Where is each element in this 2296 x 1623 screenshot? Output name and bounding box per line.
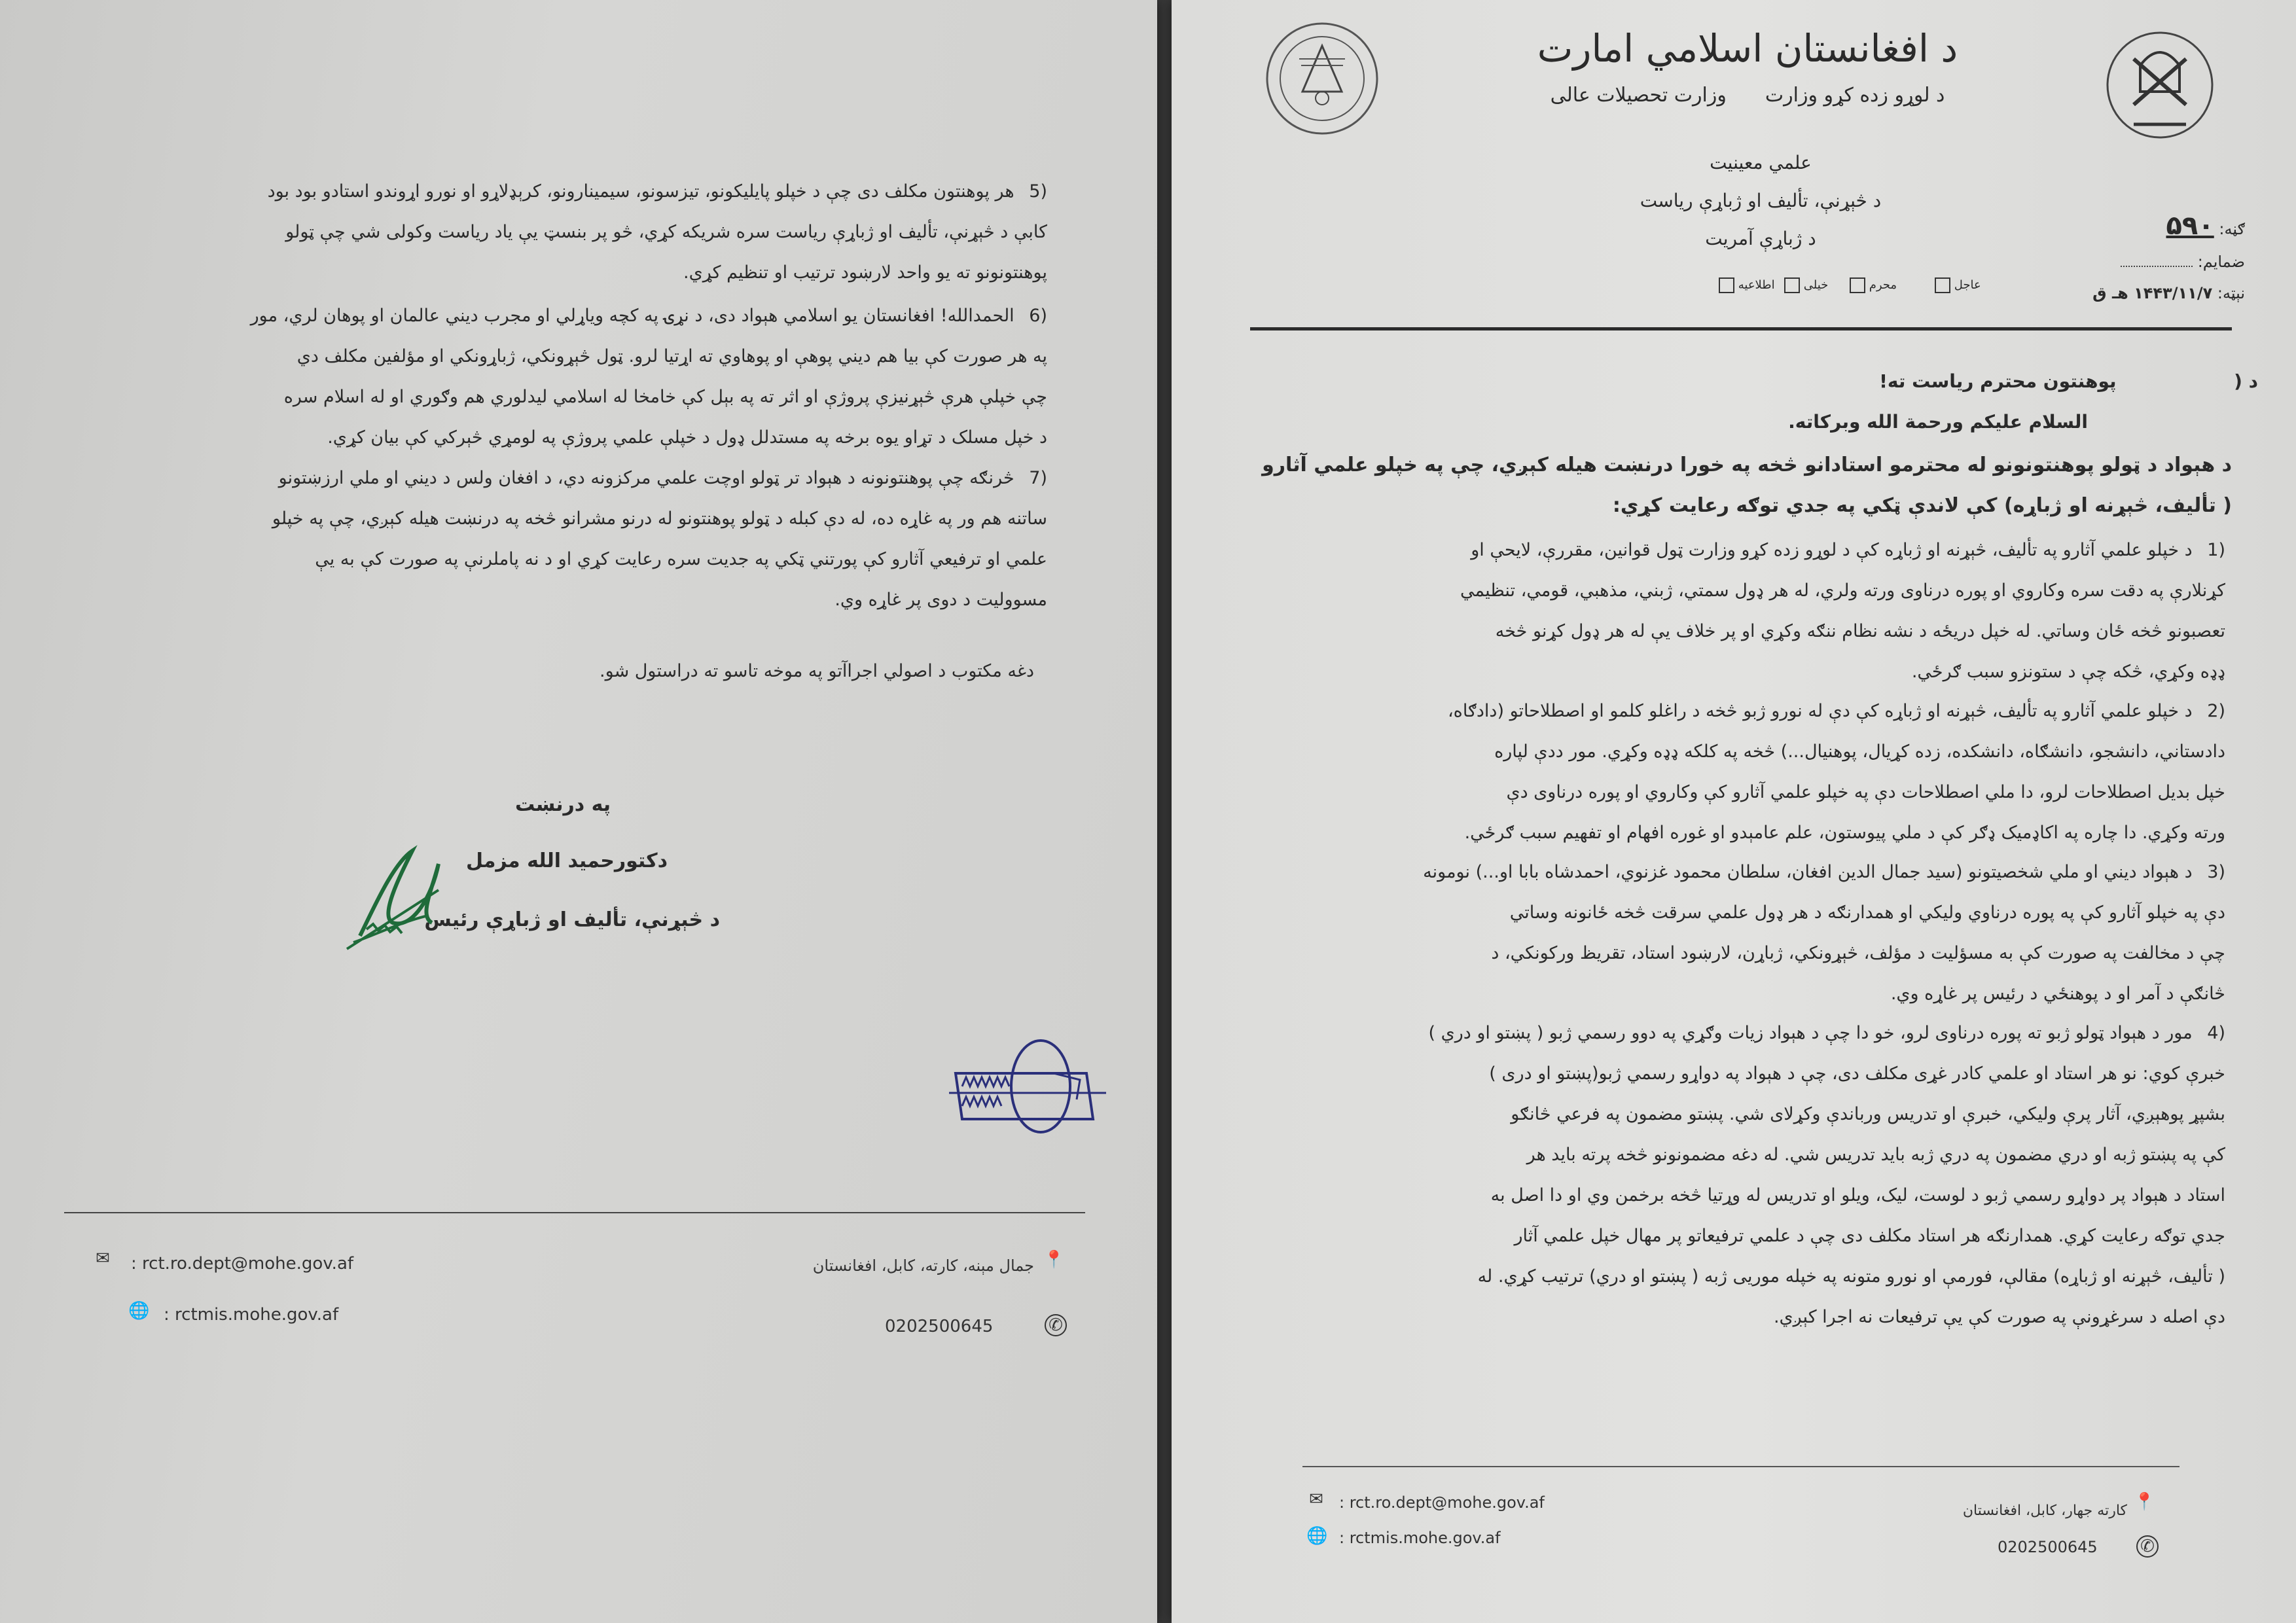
item-line: (3 د هېواد دیني او ملي شخصیتونو (سید جمال الدین افغان، سلطان محمود غزنوي، احمدشاه بابا او...) نومونه bbox=[1423, 862, 2225, 882]
paragraph-line bbox=[79, 499, 1047, 539]
item-line: جدي توګه رعایت کړي. همدارنګه هر استاد مکلف دی چې د علمي ترفیعاتو پر مهال خپل علمي آثار bbox=[1514, 1226, 2225, 1246]
checkbox-label: عاجل bbox=[1954, 278, 1981, 292]
item-line: ( تألیف، څېړنه او ژباړه) مقالې، فورمې او نورو متونه په خپله موریی ژبه ( پښتو او دري) ترتیب کړي. له bbox=[1477, 1266, 2225, 1287]
item-number: (1 bbox=[2207, 540, 2225, 560]
postal-address: کارته جهار، کابل، افغانستان bbox=[1962, 1503, 2127, 1519]
checkbox-box[interactable] bbox=[1850, 277, 1865, 293]
item-line: دې په خپلو آثارو کې په پوره درناوي ولیکي او همدارنګه د هر ډول علمي سرقت څخه ځانونه وساتي bbox=[1509, 902, 2225, 923]
item-number: (5 bbox=[1029, 181, 1047, 202]
salutation: السلام علیکم ورحمة الله وبرکاته. bbox=[1788, 411, 2088, 433]
date-value: ۱۴۴۳/۱۱/۷ هـ ق bbox=[2092, 284, 2213, 302]
paragraph-line bbox=[79, 458, 1047, 499]
item-line: استاد د هېواد پر دواړو رسمي ژبو د لوست، لیک، ویلو او تدریس له وړتیا څخه برخمن وي او دا اصل به bbox=[1490, 1185, 2225, 1205]
left-paragraph-6 bbox=[79, 296, 1047, 458]
intro-paragraph bbox=[1250, 445, 2232, 526]
checkbox-label: خیلی bbox=[1803, 278, 1829, 292]
department-line-3: د ژباړې آمریت bbox=[1705, 228, 1816, 249]
ministry-seal-emblem bbox=[1263, 20, 1381, 137]
text-line: کابې د څېړنې، تألیف او ژباړې ریاست سره شریکه کړي، څو پر بنسټ یې یاد ریاست وکولی شي چې ټولو bbox=[285, 222, 1047, 242]
phone-icon: ✆ bbox=[1045, 1314, 1067, 1336]
text-line: هر پوهنتون مکلف دی چې د خپلو پایلیکونو، تیزسونو، سیمینارونو، کرېډلاړو او نورو اړوندو استادو بود بود bbox=[267, 181, 1014, 202]
item-2 bbox=[1270, 691, 2225, 853]
text-line: چې خپلې هرې څېړنیزې پروژې او اثر ته په بېل کې خامخا له اسلامي لیدلوري هم وګوري او له اسلام سره bbox=[283, 387, 1047, 407]
checkbox-urgent[interactable] bbox=[1931, 277, 1981, 293]
signer-title: د څېړنې، تألیف او ژباړې رئیس bbox=[424, 908, 720, 931]
email-icon: ✉ bbox=[96, 1249, 110, 1268]
signer-name: دکتورحمید الله مزمل bbox=[466, 849, 668, 872]
item-4 bbox=[1270, 1013, 2225, 1338]
intro-line: ( تألیف، څېړنه او ژباړه) کې لاندې ټکي په جدي توګه رعایت کړي: bbox=[1612, 494, 2232, 517]
item-line: دادستاني، دانشجو، دانشګاه، دانشکده، زده کړیال، پوهنیال...) څخه په کلکه ډډه وکړي. مور ددې لپاره bbox=[1494, 741, 2225, 762]
paragraph-line bbox=[79, 336, 1047, 377]
department-line-2: د څېړنې، تألیف او ژباړې ریاست bbox=[1640, 190, 1882, 211]
item-line: څانګې د آمر او د پوهنځي د رئیس پر غاړه وي. bbox=[1890, 984, 2225, 1004]
number-label: ګڼه: bbox=[2219, 220, 2245, 238]
regards: په درنښت bbox=[514, 793, 611, 816]
footer-divider bbox=[1302, 1466, 2179, 1467]
left-paragraph-7 bbox=[79, 458, 1047, 620]
item-line: کې په پښتو ژبه او دري مضمون په دري ژبه باید تدریس شي. له دغه مضمونونو څخه پرته باید هر bbox=[1526, 1145, 2225, 1165]
website-address: : rctmis.mohe.gov.af bbox=[1339, 1529, 1501, 1547]
item-1 bbox=[1270, 530, 2225, 692]
globe-icon: 🌐 bbox=[128, 1301, 150, 1321]
paragraph-line bbox=[79, 580, 1047, 620]
addressee-prefix: د ( bbox=[2234, 370, 2258, 392]
email-icon: ✉ bbox=[1309, 1489, 1323, 1509]
ministry-name-pashto: د لوړو زده کړو وزارت bbox=[1765, 84, 1945, 107]
item-line: خبرې کوي: نو هر استاد او علمي کادر غړی مکلف دی، چې د هېواد په دواړو رسمي ژبو(پښتو او دری ) bbox=[1489, 1063, 2225, 1084]
checkbox-box[interactable] bbox=[1784, 277, 1800, 293]
text-line: پوهنتونونو ته یو واحد لارښود ترتیب او تنظیم کړي. bbox=[683, 262, 1047, 283]
item-line: ورته وکړي. دا چاره په اکاډمیک ډګر کې د ملي پیوستون، علم عامېدو او غوره افهام او تفهیم سبب ګرځي. bbox=[1464, 823, 2225, 843]
phone-icon: ✆ bbox=[2136, 1535, 2159, 1558]
postal-address: جمال مېنه، کارته، کابل، افغانستان bbox=[812, 1257, 1034, 1275]
item-line: (2 د خپلو علمي آثارو په تألیف، څېړنه او ژباړه کې دې له نورو ژبو څخه د راغلو کلمو او اصطلاحاتو (دادګاه، bbox=[1447, 701, 2225, 721]
ministry-name-dari: وزارت تحصیلات عالی bbox=[1550, 84, 1727, 107]
item-3 bbox=[1270, 852, 2225, 1014]
right-page bbox=[1172, 0, 2296, 1623]
letter-number bbox=[2088, 211, 2245, 241]
item-number: (7 bbox=[1029, 468, 1047, 488]
attachments bbox=[2088, 253, 2245, 271]
item-line: (1 د خپلو علمي آثارو په تألیف، څېړنه او ژباړه کې د لوړو زده کړو وزارت ټول قوانین، مقررې، لایحې او bbox=[1471, 540, 2225, 560]
attachment-label: ضمایم: bbox=[2197, 253, 2245, 271]
website-address: : rctmis.mohe.gov.af bbox=[164, 1305, 339, 1325]
location-pin-icon: 📍 bbox=[2134, 1492, 2155, 1512]
phone-number: 0202500645 bbox=[1998, 1538, 2098, 1556]
item-number: (2 bbox=[2207, 701, 2225, 721]
checkbox-box[interactable] bbox=[1935, 277, 1950, 293]
paragraph-line bbox=[79, 171, 1047, 212]
department-line-1: علمي معینیت bbox=[1710, 152, 1812, 173]
paragraph-line bbox=[79, 539, 1047, 580]
item-line: چې د مخالفت په صورت کې به مسؤلیت د مؤلف، څېړونکي، ژباړن، لارښود استاد، تقریظ ورکونکي، د bbox=[1491, 943, 2225, 963]
item-number: (4 bbox=[2207, 1023, 2225, 1043]
paragraph-line bbox=[79, 377, 1047, 418]
ministry-names bbox=[1499, 84, 1996, 107]
department-block bbox=[1564, 144, 1957, 258]
text-line: ساتنه هم ور په غاړه ده، له دې کبله د ټولو پوهنتونو له درنو مشرانو څخه په درنښت هیله کېږي، چې په خپلو bbox=[272, 508, 1047, 529]
addressee-text: پوهنتون محترم ریاست ته! bbox=[1879, 370, 2117, 392]
letter-date bbox=[2022, 284, 2245, 302]
signature-mark bbox=[334, 825, 465, 955]
checkbox-secret[interactable] bbox=[1780, 277, 1828, 293]
paragraph-line bbox=[79, 212, 1047, 253]
paragraph-line bbox=[79, 296, 1047, 336]
item-line: بشپړ پوهېږي، آثار پرې ولیکي، خبرې او تدریس ورباندې وکړلای شي. پښتو مضمون په فرعي څانګو bbox=[1511, 1104, 2225, 1124]
paragraph-line bbox=[79, 418, 1047, 458]
item-number: (3 bbox=[2207, 862, 2225, 882]
text-line: الحمدالله! افغانستان یو اسلامي هېواد دی، د نړۍ په کچه ویاړلي او مجرب دیني عالمان او پوهان لري، مور bbox=[250, 306, 1014, 326]
item-line: خپل بدیل اصطلاحات لرو، دا ملي اصطلاحات دې په خپلو علمي آثارو کې وکاروي او پوره درناوی دې bbox=[1506, 782, 2225, 802]
text-line: په هر صورت کې بیا هم دیني پوهې او پوهاوي ته اړتیا لرو. ټول څېړونکي، ژباړونکي او مؤلفین مکلف دي bbox=[296, 346, 1047, 366]
text-line: مسوولیت د دوی پر غاړه وي. bbox=[834, 590, 1047, 610]
closing-line: دغه مکتوب د اصولي اجراآتو په موخه تاسو ته دراستول شو. bbox=[600, 661, 1034, 681]
date-label: نېټه: bbox=[2217, 284, 2245, 302]
item-number: (6 bbox=[1029, 306, 1047, 326]
item-line: کړنلارې په دقت سره وکاروي او پوره درناوی ورته ولري، له هر ډول سمتي، ژبني، مذهبي، قومي، تنظیمي bbox=[1460, 580, 2225, 601]
item-line: تعصبونو څخه ځان وساتي. له خپل دریځه د نشه نظام ننګه وکړي او پر خلاف یې له هر ډول کړنو څخه bbox=[1495, 621, 2225, 641]
checkbox-label: محرم bbox=[1869, 278, 1897, 292]
number-value: ۵۹۰ bbox=[2166, 211, 2214, 241]
item-line: ډډه وکړي، څکه چې د ستونزو سبب ګرځي. bbox=[1911, 662, 2225, 682]
addressee-line bbox=[1564, 370, 2258, 392]
emirate-emblem bbox=[2094, 20, 2225, 151]
checkbox-box[interactable] bbox=[1719, 277, 1734, 293]
phone-number: 0202500645 bbox=[885, 1317, 994, 1336]
paragraph-line bbox=[79, 253, 1047, 293]
left-paragraph-5 bbox=[79, 171, 1047, 293]
emirate-title: د افغانستان اسلامي امارت bbox=[1537, 26, 1958, 71]
item-line: دې اصله د سرغړونې په صورت کې یې ترفیعات نه اجرا کېږي. bbox=[1773, 1307, 2225, 1327]
header-divider bbox=[1250, 327, 2232, 330]
globe-icon: 🌐 bbox=[1306, 1526, 1328, 1546]
footer-divider bbox=[64, 1212, 1085, 1213]
item-line: (4 مور د هېواد ټولو ژبو ته پوره درناوی لرو، خو دا چې د هېواد زیات وګړي په دوو رسمي ژبو ( پښتو او دري ) bbox=[1428, 1023, 2225, 1043]
email-address: : rct.ro.dept@mohe.gov.af bbox=[1339, 1493, 1545, 1512]
checkbox-label: اطلاعیه bbox=[1738, 278, 1775, 292]
official-stamp bbox=[936, 1027, 1119, 1158]
checkbox-notice[interactable] bbox=[1715, 277, 1775, 293]
checkbox-confidential[interactable] bbox=[1846, 277, 1897, 293]
location-pin-icon: 📍 bbox=[1043, 1250, 1065, 1270]
email-address: : rct.ro.dept@mohe.gov.af bbox=[131, 1254, 354, 1274]
text-line: علمي او ترفیعي آثارو کې پورتني ټکي په جديت سره رعایت کړي او د نه پاملرنې په صورت کې به یې bbox=[315, 549, 1047, 569]
intro-line: د هېواد د ټولو پوهنتونونو له محترمو استادانو څخه په خورا درنښت هیله کېږي، چې په خپلو علمي آثارو bbox=[1262, 454, 2232, 476]
text-line: څرنګه چې پوهنتونونه د هېواد تر ټولو اوچت علمي مرکزونه دي، د افغان ولس د دیني او ملي ارزښتونو bbox=[278, 468, 1014, 488]
text-line: د خپل مسلک د تړاو یوه برخه په مستدلل ډول د خپلې علمي پروژې په لومړي څېرکي کې بیان کړي. bbox=[327, 427, 1047, 448]
